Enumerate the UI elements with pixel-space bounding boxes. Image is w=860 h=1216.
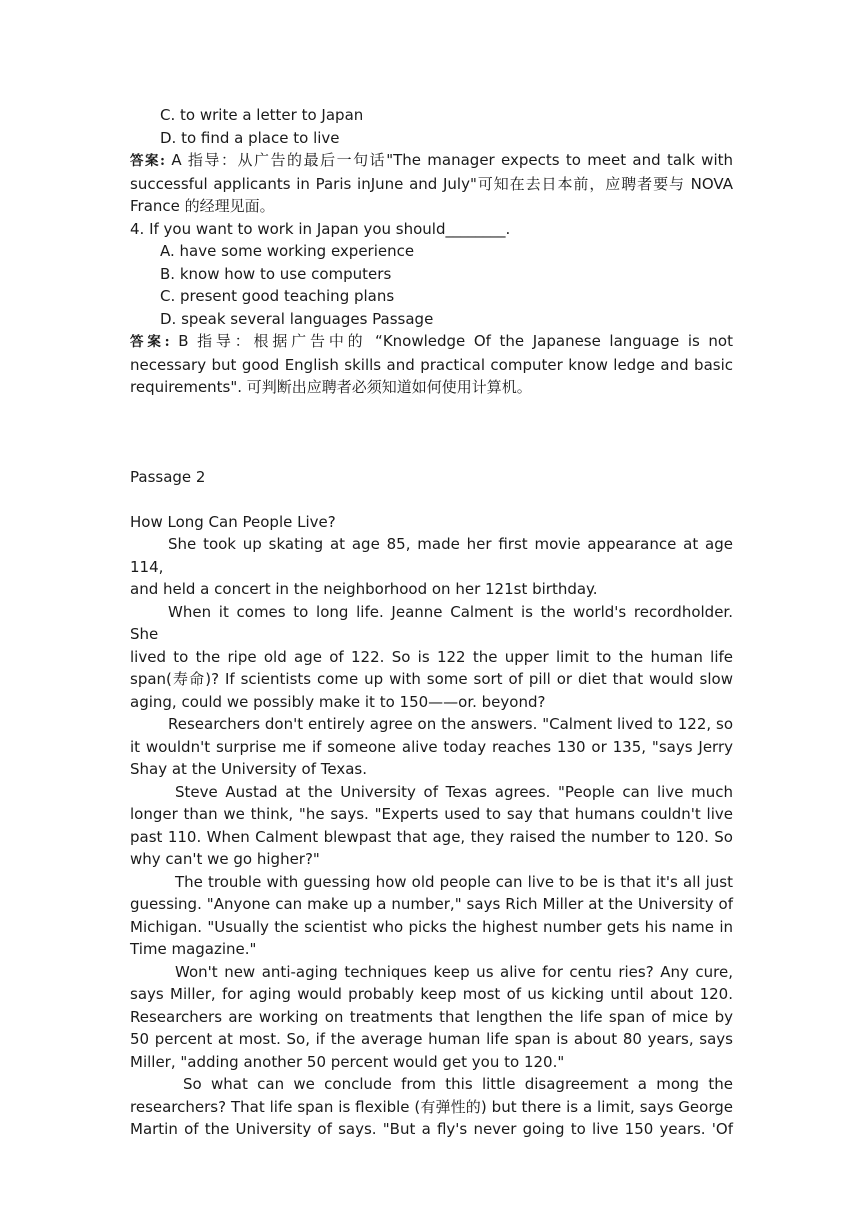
document-page <box>130 104 733 1141</box>
paragraph-line: Researchers don't entirely agree on the answers. "Calment lived to 122, so <box>168 715 733 733</box>
q4-answer <box>130 330 733 399</box>
q4-answer-label: 答案: <box>130 334 170 350</box>
q4-option-c: C. present good teaching plans <box>160 287 395 305</box>
paragraph-line: 50 percent at most. So, if the average human life span is about 80 years, says <box>130 1030 733 1048</box>
paragraph-line: guessing. "Anyone can make up a number," says Rich Miller at the University of <box>130 895 733 913</box>
paragraph-line: Shay at the University of Texas. <box>130 760 367 778</box>
paragraph-line: So what can we conclude from this little disagreement a mong the <box>183 1075 733 1093</box>
paragraph-line: Miller, "adding another 50 percent would get you to 120." <box>130 1052 565 1071</box>
q3-answer-line-3: France 的经理见面。 <box>130 197 275 215</box>
paragraph-5 <box>130 871 733 961</box>
paragraph-line: span(寿命)? If scientists come up with some sort of pill or diet that would slow <box>130 670 733 688</box>
q3-answer-line-1: A 指导：从广告的最后一句话"The manager expects to meet and talk with <box>165 151 733 169</box>
paragraph-3 <box>130 713 733 781</box>
q3-option-d: D. to find a place to live <box>160 128 340 147</box>
paragraph-4 <box>130 781 733 871</box>
passage-label: Passage 2 <box>130 467 206 486</box>
q4-option-a: A. have some working experience <box>160 242 415 260</box>
paragraph-line: Michigan. "Usually the scientist who picks the highest number gets his name in <box>130 917 733 936</box>
paragraph-line: She took up skating at age 85, made her first movie appearance at age 114, <box>130 535 733 576</box>
paragraph-line: why can't we go higher?" <box>130 850 320 868</box>
q4-question: 4. If you want to work in Japan you should________. <box>130 219 511 238</box>
paragraph-line: Won't new anti-aging techniques keep us alive for centu ries? Any cure, <box>175 962 733 981</box>
paragraph-line: it wouldn't surprise me if someone alive today reaches 130 or 135, "says Jerry <box>130 737 733 756</box>
paragraph-6 <box>130 961 733 1074</box>
paragraph-2 <box>130 601 733 714</box>
q4-answer-line-3: requirements". 可判断出应聘者必须知道如何使用计算机。 <box>130 378 532 396</box>
paragraph-line: Researchers are working on treatments that lengthen the life span of mice by <box>130 1007 733 1026</box>
paragraph-1 <box>130 533 733 601</box>
q4-option-d: D. speak several languages Passage <box>160 309 434 328</box>
paragraph-line: and held a concert in the neighborhood on her 121st birthday. <box>130 580 598 598</box>
paragraph-line: longer than we think, "he says. "Experts used to say that humans couldn't live <box>130 805 733 823</box>
q3-option-c: C. to write a letter to Japan <box>160 106 364 124</box>
q4-answer-line-2: necessary but good English skills and practical computer know ledge and basic <box>130 355 733 374</box>
q4-option-b: B. know how to use computers <box>160 264 392 283</box>
paragraph-line: aging, could we possibly make it to 150——or. beyond? <box>130 692 546 711</box>
paragraph-line: Martin of the University of says. "But a fly's never going to live 150 years. 'Of <box>130 1120 733 1138</box>
q4-answer-line-1: B 指导：根据广告中的 “Knowledge Of the Japanese language is not <box>169 332 733 350</box>
paragraph-line: The trouble with guessing how old people can live to be is that it's all just <box>175 872 733 891</box>
paragraph-7 <box>130 1073 733 1141</box>
q3-answer <box>130 149 733 218</box>
paragraph-line: researchers? That life span is flexible (有弹性的) but there is a limit, says George <box>130 1097 733 1116</box>
paragraph-line: When it comes to long life. Jeanne Calment is the world's recordholder. She <box>130 602 733 643</box>
paragraph-line: says Miller, for aging would probably keep most of us kicking until about 120. <box>130 985 733 1003</box>
q3-answer-line-2: successful applicants in Paris inJune and July"可知在去日本前，应聘者要与 NOVA <box>130 174 733 193</box>
paragraph-line: Time magazine." <box>130 940 257 958</box>
paragraph-line: lived to the ripe old age of 122. So is 122 the upper limit to the human life <box>130 647 733 666</box>
q3-answer-label: 答案: <box>130 153 166 169</box>
passage-title: How Long Can People Live? <box>130 512 336 531</box>
paragraph-line: past 110. When Calment blewpast that age, they raised the number to 120. So <box>130 827 733 846</box>
paragraph-line: Steve Austad at the University of Texas agrees. "People can live much <box>175 782 733 801</box>
